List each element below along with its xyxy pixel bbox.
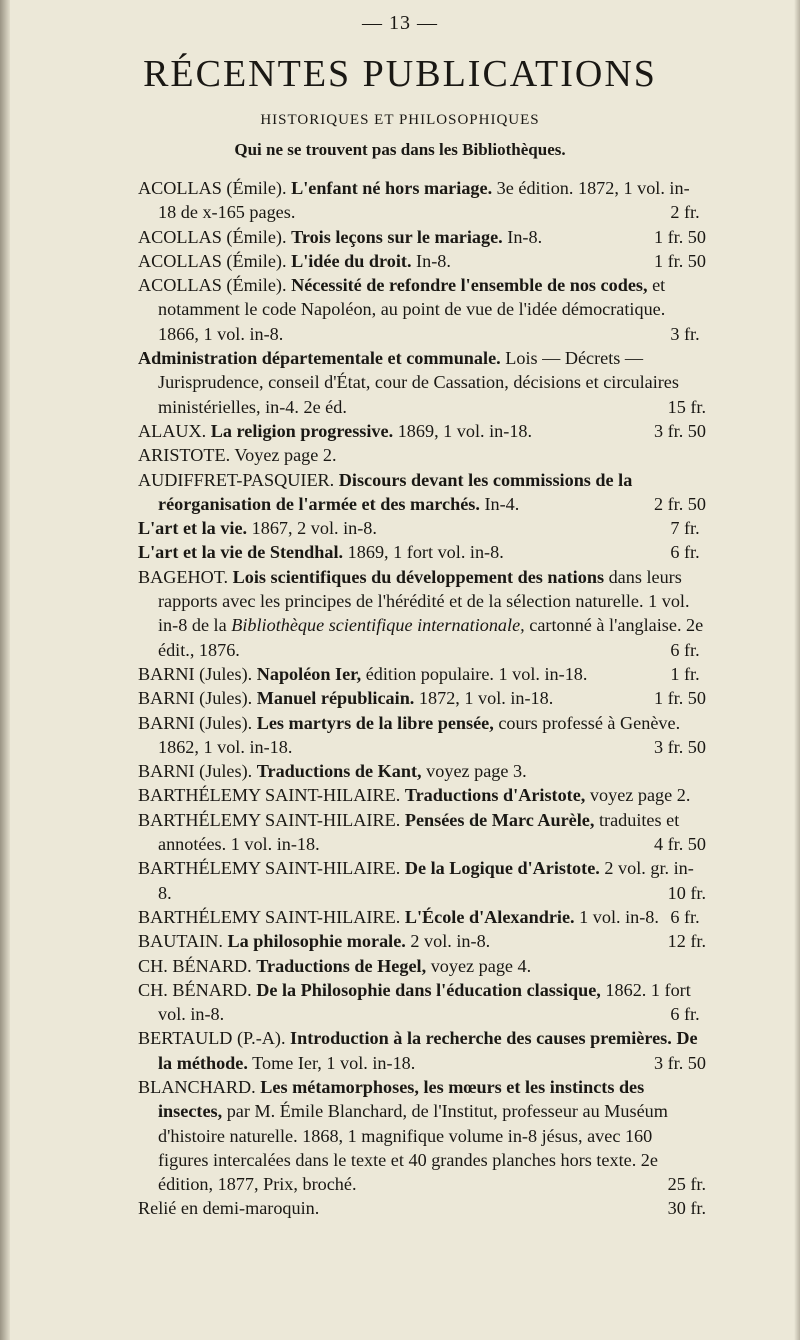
entry-description: 1869, 1 fort vol. in-8. bbox=[343, 542, 504, 563]
entry-price: 6 fr. bbox=[670, 906, 700, 927]
entry-description: 1862. 1 fort vol. in-8. bbox=[158, 979, 691, 1025]
entry-title: L'École d'Alexandrie. bbox=[404, 906, 575, 927]
entry-price: 3 fr. 50 bbox=[653, 1052, 706, 1073]
catalog-entry bbox=[138, 662, 706, 686]
entry-author: BARNI (Jules). bbox=[138, 761, 257, 782]
entry-title: Pensées de Marc Aurèle, bbox=[404, 809, 595, 830]
entry-price: 1 fr. bbox=[670, 663, 700, 684]
entry-price: 1 fr. 50 bbox=[653, 688, 706, 709]
entry-title: L'art et la vie de Stendhal. bbox=[138, 542, 344, 563]
entry-price: 1 fr. 50 bbox=[653, 226, 706, 247]
entry-title: Trois leçons sur le mariage. bbox=[291, 226, 503, 247]
catalog-entry bbox=[138, 905, 706, 929]
entry-price: 10 fr. bbox=[667, 882, 706, 903]
entry-title: La religion progressive. bbox=[210, 420, 394, 441]
catalog-entry bbox=[138, 686, 706, 710]
entry-description-cont: cartonné à l'anglaise. 2e édit., 1876. bbox=[158, 615, 704, 660]
entry-author: ALAUX. bbox=[138, 420, 211, 441]
entry-price: 2 fr. 50 bbox=[653, 493, 706, 514]
entry-author: ARISTOTE. bbox=[138, 445, 235, 466]
entry-title: La philosophie morale. bbox=[227, 931, 406, 952]
catalog-entry bbox=[138, 783, 706, 807]
entry-description: 1 vol. in-8. bbox=[574, 906, 659, 927]
entry-description: voyez page 4. bbox=[426, 955, 532, 976]
entry-series: Bibliothèque scientifique internationale, bbox=[231, 615, 525, 636]
entry-title: De la Logique d'Aristote. bbox=[404, 858, 600, 879]
page-edge-shadow bbox=[0, 0, 10, 1340]
entry-price: 7 fr. bbox=[670, 518, 700, 539]
entry-description: cours professé à Genève. 1862, 1 vol. in-18. bbox=[158, 712, 681, 757]
entry-author: BLANCHARD. bbox=[138, 1076, 261, 1097]
catalog-list bbox=[138, 176, 706, 1221]
entry-title: Les métamorphoses, les mœurs et les instincts des insectes, bbox=[158, 1076, 645, 1122]
entry-author: ACOLLAS (Émile). bbox=[138, 275, 292, 296]
page-note: Qui ne se trouvent pas dans les Bibliothèques. bbox=[234, 140, 566, 159]
catalog-entry bbox=[138, 516, 706, 540]
entry-description: 3e édition. 1872, 1 vol. in-18 de x-165 pages. bbox=[158, 178, 690, 223]
page-subtitle: HISTORIQUES ET PHILOSOPHIQUES bbox=[260, 112, 540, 128]
entry-price: 3 fr. 50 bbox=[653, 736, 706, 757]
catalog-entry bbox=[138, 565, 706, 662]
entry-title: Administration départementale et communale. bbox=[138, 348, 501, 369]
entry-description: 2 vol. gr. in-8. bbox=[158, 858, 694, 903]
catalog-entry bbox=[138, 1196, 706, 1220]
entry-price: 4 fr. 50 bbox=[653, 834, 706, 855]
entry-author: BARNI (Jules). bbox=[138, 688, 257, 709]
entry-description: édition populaire. 1 vol. in-18. bbox=[361, 663, 588, 684]
entry-title: L'idée du droit. bbox=[291, 250, 412, 271]
entry-author: CH. BÉNARD. bbox=[138, 979, 257, 1000]
entry-description: Tome Ier, 1 vol. in-18. bbox=[247, 1052, 416, 1073]
entry-title: Traductions d'Aristote, bbox=[404, 785, 586, 806]
entry-description: et notamment le code Napoléon, au point de vue de l'idée démocratique. 1866, 1 vol. in-8. bbox=[158, 275, 666, 344]
catalog-entry bbox=[138, 856, 706, 905]
catalog-entry bbox=[138, 711, 706, 760]
page-number: — 13 — bbox=[362, 12, 438, 34]
entry-author: BARTHÉLEMY SAINT-HILAIRE. bbox=[138, 906, 405, 927]
entry-price: 3 fr. bbox=[670, 323, 700, 344]
entry-title: L'enfant né hors mariage. bbox=[291, 178, 493, 198]
entry-description: 1869, 1 vol. in-18. bbox=[393, 420, 533, 441]
entry-author: BERTAULD (P.-A). bbox=[138, 1028, 291, 1049]
entry-description: Lois — Décrets — Jurisprudence, conseil d'État, cour de Cassation, décisions et circulaires ministérielles, in-4. 2e éd. bbox=[158, 348, 679, 417]
catalog-entry bbox=[138, 419, 706, 443]
entry-description: In-4. bbox=[479, 493, 520, 514]
entry-title: Introduction à la recherche des causes premières. De la méthode. bbox=[158, 1028, 698, 1073]
catalog-entry bbox=[138, 443, 706, 467]
entry-price: 25 fr. bbox=[667, 1174, 706, 1195]
entry-description: dans leurs rapports avec les principes de l'hérédité et de la sélection naturelle. 1 vol. in-8 de la bbox=[158, 566, 690, 636]
entry-price: 6 fr. bbox=[670, 542, 700, 563]
entry-price: 6 fr. bbox=[670, 1004, 700, 1025]
page-title: RÉCENTES PUBLICATIONS bbox=[143, 53, 657, 95]
entry-author: AUDIFFRET-PASQUIER. bbox=[138, 469, 339, 490]
entry-description: In-8. bbox=[411, 250, 451, 271]
entry-description: 1872, 1 vol. in-18. bbox=[414, 688, 554, 709]
entry-price: 15 fr. bbox=[667, 396, 706, 417]
catalog-entry bbox=[138, 346, 706, 419]
entry-author: BAUTAIN. bbox=[138, 931, 228, 952]
entry-author: BAGEHOT. bbox=[138, 566, 233, 587]
catalog-entry bbox=[138, 225, 706, 249]
entry-description: Relié en demi-maroquin. bbox=[138, 1198, 320, 1219]
entry-description: traduites et annotées. 1 vol. in-18. bbox=[158, 809, 680, 855]
entry-title: Traductions de Hegel, bbox=[256, 955, 427, 976]
catalog-entry bbox=[138, 929, 706, 953]
catalog-entry bbox=[138, 978, 706, 1027]
entry-title: Nécessité de refondre l'ensemble de nos codes, bbox=[291, 275, 648, 296]
entry-author: BARNI (Jules). bbox=[138, 663, 257, 684]
entry-title: De la Philosophie dans l'éducation classique, bbox=[256, 979, 601, 1000]
entry-price: 30 fr. bbox=[667, 1198, 706, 1219]
catalog-entry bbox=[138, 468, 706, 517]
entry-description: 2 vol. in-8. bbox=[405, 931, 491, 952]
entry-author: BARTHÉLEMY SAINT-HILAIRE. bbox=[138, 785, 405, 806]
catalog-entry bbox=[138, 808, 706, 857]
entry-description: par M. Émile Blanchard, de l'Institut, professeur au Muséum d'histoire naturelle. 1868, 1 magnifique volume in-8 jésus, avec 160 figures intercalées dans le texte et 40 grandes planches hors texte. 2e édition, 1877, Prix, broché. bbox=[158, 1101, 668, 1195]
catalog-entry bbox=[138, 1026, 706, 1075]
catalog-entry bbox=[138, 273, 706, 346]
entry-description: 1867, 2 vol. in-8. bbox=[247, 518, 377, 539]
entry-title: Les martyrs de la libre pensée, bbox=[256, 712, 494, 733]
entry-price: 2 fr. bbox=[670, 202, 700, 223]
entry-description: In-8. bbox=[502, 226, 543, 247]
entry-price: 12 fr. bbox=[667, 931, 706, 952]
entry-description: Voyez page 2. bbox=[234, 445, 337, 466]
entry-author: ACOLLAS (Émile). bbox=[138, 226, 292, 247]
entry-price: 3 fr. 50 bbox=[653, 420, 706, 441]
catalog-entry bbox=[138, 249, 706, 273]
entry-author: CH. BÉNARD. bbox=[138, 955, 257, 976]
entry-author: BARTHÉLEMY SAINT-HILAIRE. bbox=[138, 809, 405, 830]
page-edge-right bbox=[794, 0, 800, 1340]
catalog-entry bbox=[138, 540, 706, 564]
entry-title: Lois scientifiques du développement des nations bbox=[232, 566, 605, 587]
entry-description: voyez page 3. bbox=[421, 761, 527, 782]
entry-title: L'art et la vie. bbox=[138, 518, 248, 539]
catalog-entry bbox=[138, 176, 706, 225]
entry-author: ACOLLAS (Émile). bbox=[138, 178, 292, 198]
entry-author: ACOLLAS (Émile). bbox=[138, 250, 292, 271]
entry-price: 6 fr. bbox=[670, 639, 700, 660]
entry-author: BARNI (Jules). bbox=[138, 712, 257, 733]
entry-title: Traductions de Kant, bbox=[256, 761, 422, 782]
catalog-entry bbox=[138, 1075, 706, 1196]
entry-author: BARTHÉLEMY SAINT-HILAIRE. bbox=[138, 858, 405, 879]
entry-description: voyez page 2. bbox=[585, 785, 691, 806]
entry-title: Discours devant les commissions de la réorganisation de l'armée et des marchés. bbox=[158, 469, 633, 514]
entry-title: Napoléon Ier, bbox=[256, 663, 362, 684]
entry-price: 1 fr. 50 bbox=[653, 250, 706, 271]
catalog-entry bbox=[138, 954, 706, 978]
entry-title: Manuel républicain. bbox=[256, 688, 415, 709]
catalog-entry bbox=[138, 759, 706, 783]
